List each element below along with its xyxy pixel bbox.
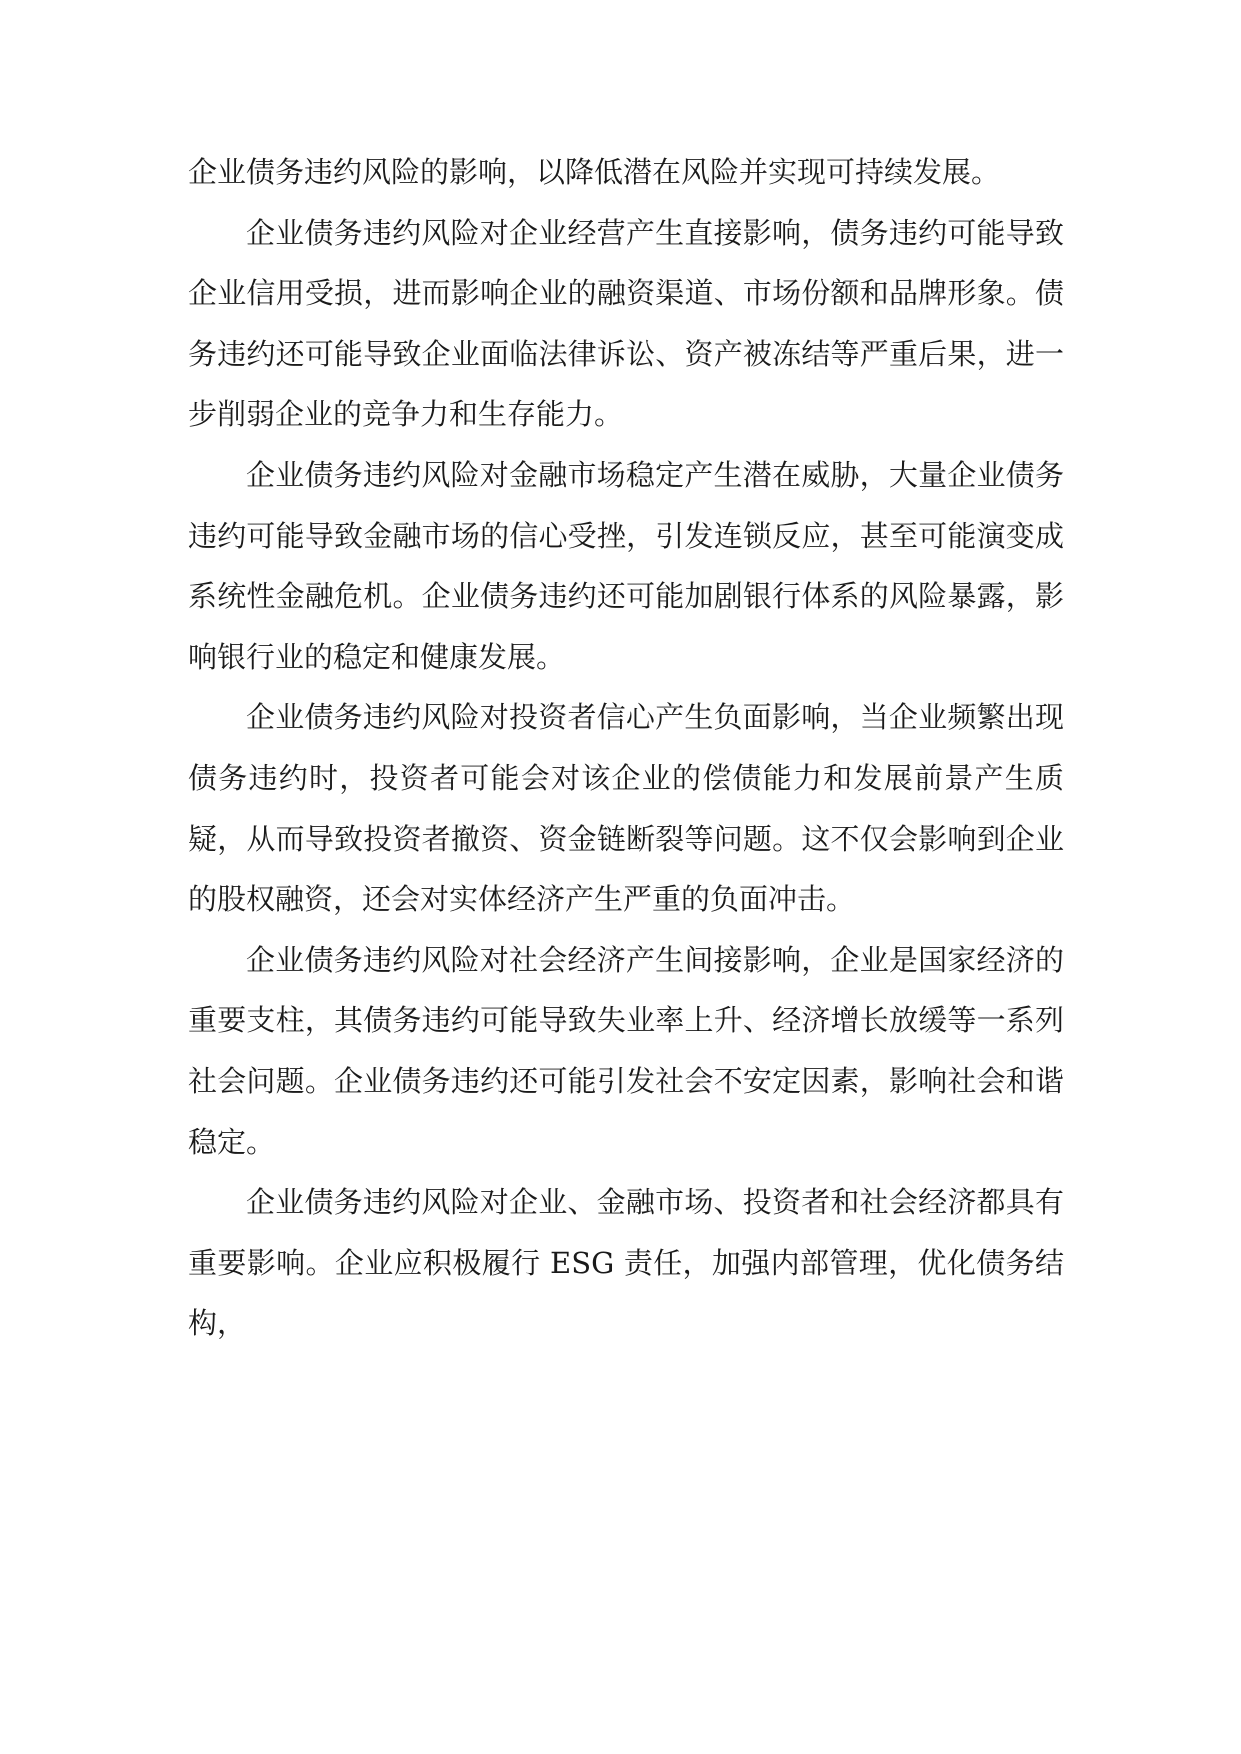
- paragraph-2: 企业债务违约风险对企业经营产生直接影响，债务违约可能导致企业信用受损，进而影响企业的融资渠道、市场份额和品牌形象。债务违约还可能导致企业面临法律诉讼、资产被冻结等严重后果，进一步削弱企业的竞争力和生存能力。: [188, 215, 1064, 432]
- paragraph-5: 企业债务违约风险对社会经济产生间接影响，企业是国家经济的重要支柱，其债务违约可能导致失业率上升、经济增长放缓等一系列社会问题。企业债务违约还可能引发社会不安定因素，影响社会和谐稳定。: [188, 942, 1064, 1159]
- document-body: [188, 142, 1064, 1354]
- paragraph-4: 企业债务违约风险对投资者信心产生负面影响，当企业频繁出现债务违约时，投资者可能会对该企业的偿债能力和发展前景产生质疑，从而导致投资者撤资、资金链断裂等问题。这不仅会影响到企业的股权融资，还会对实体经济产生严重的负面冲击。: [188, 700, 1064, 917]
- paragraph-3: 企业债务违约风险对金融市场稳定产生潜在威胁，大量企业债务违约可能导致金融市场的信心受挫，引发连锁反应，甚至可能演变成系统性金融危机。企业债务违约还可能加剧银行体系的风险暴露，影响银行业的稳定和健康发展。: [188, 457, 1064, 674]
- paragraph-6: 企业债务违约风险对企业、金融市场、投资者和社会经济都具有重要影响。企业应积极履行 ESG 责任，加强内部管理，优化债务结构，: [188, 1185, 1064, 1341]
- paragraph-1: 企业债务违约风险的影响，以降低潜在风险并实现可持续发展。: [188, 155, 1001, 189]
